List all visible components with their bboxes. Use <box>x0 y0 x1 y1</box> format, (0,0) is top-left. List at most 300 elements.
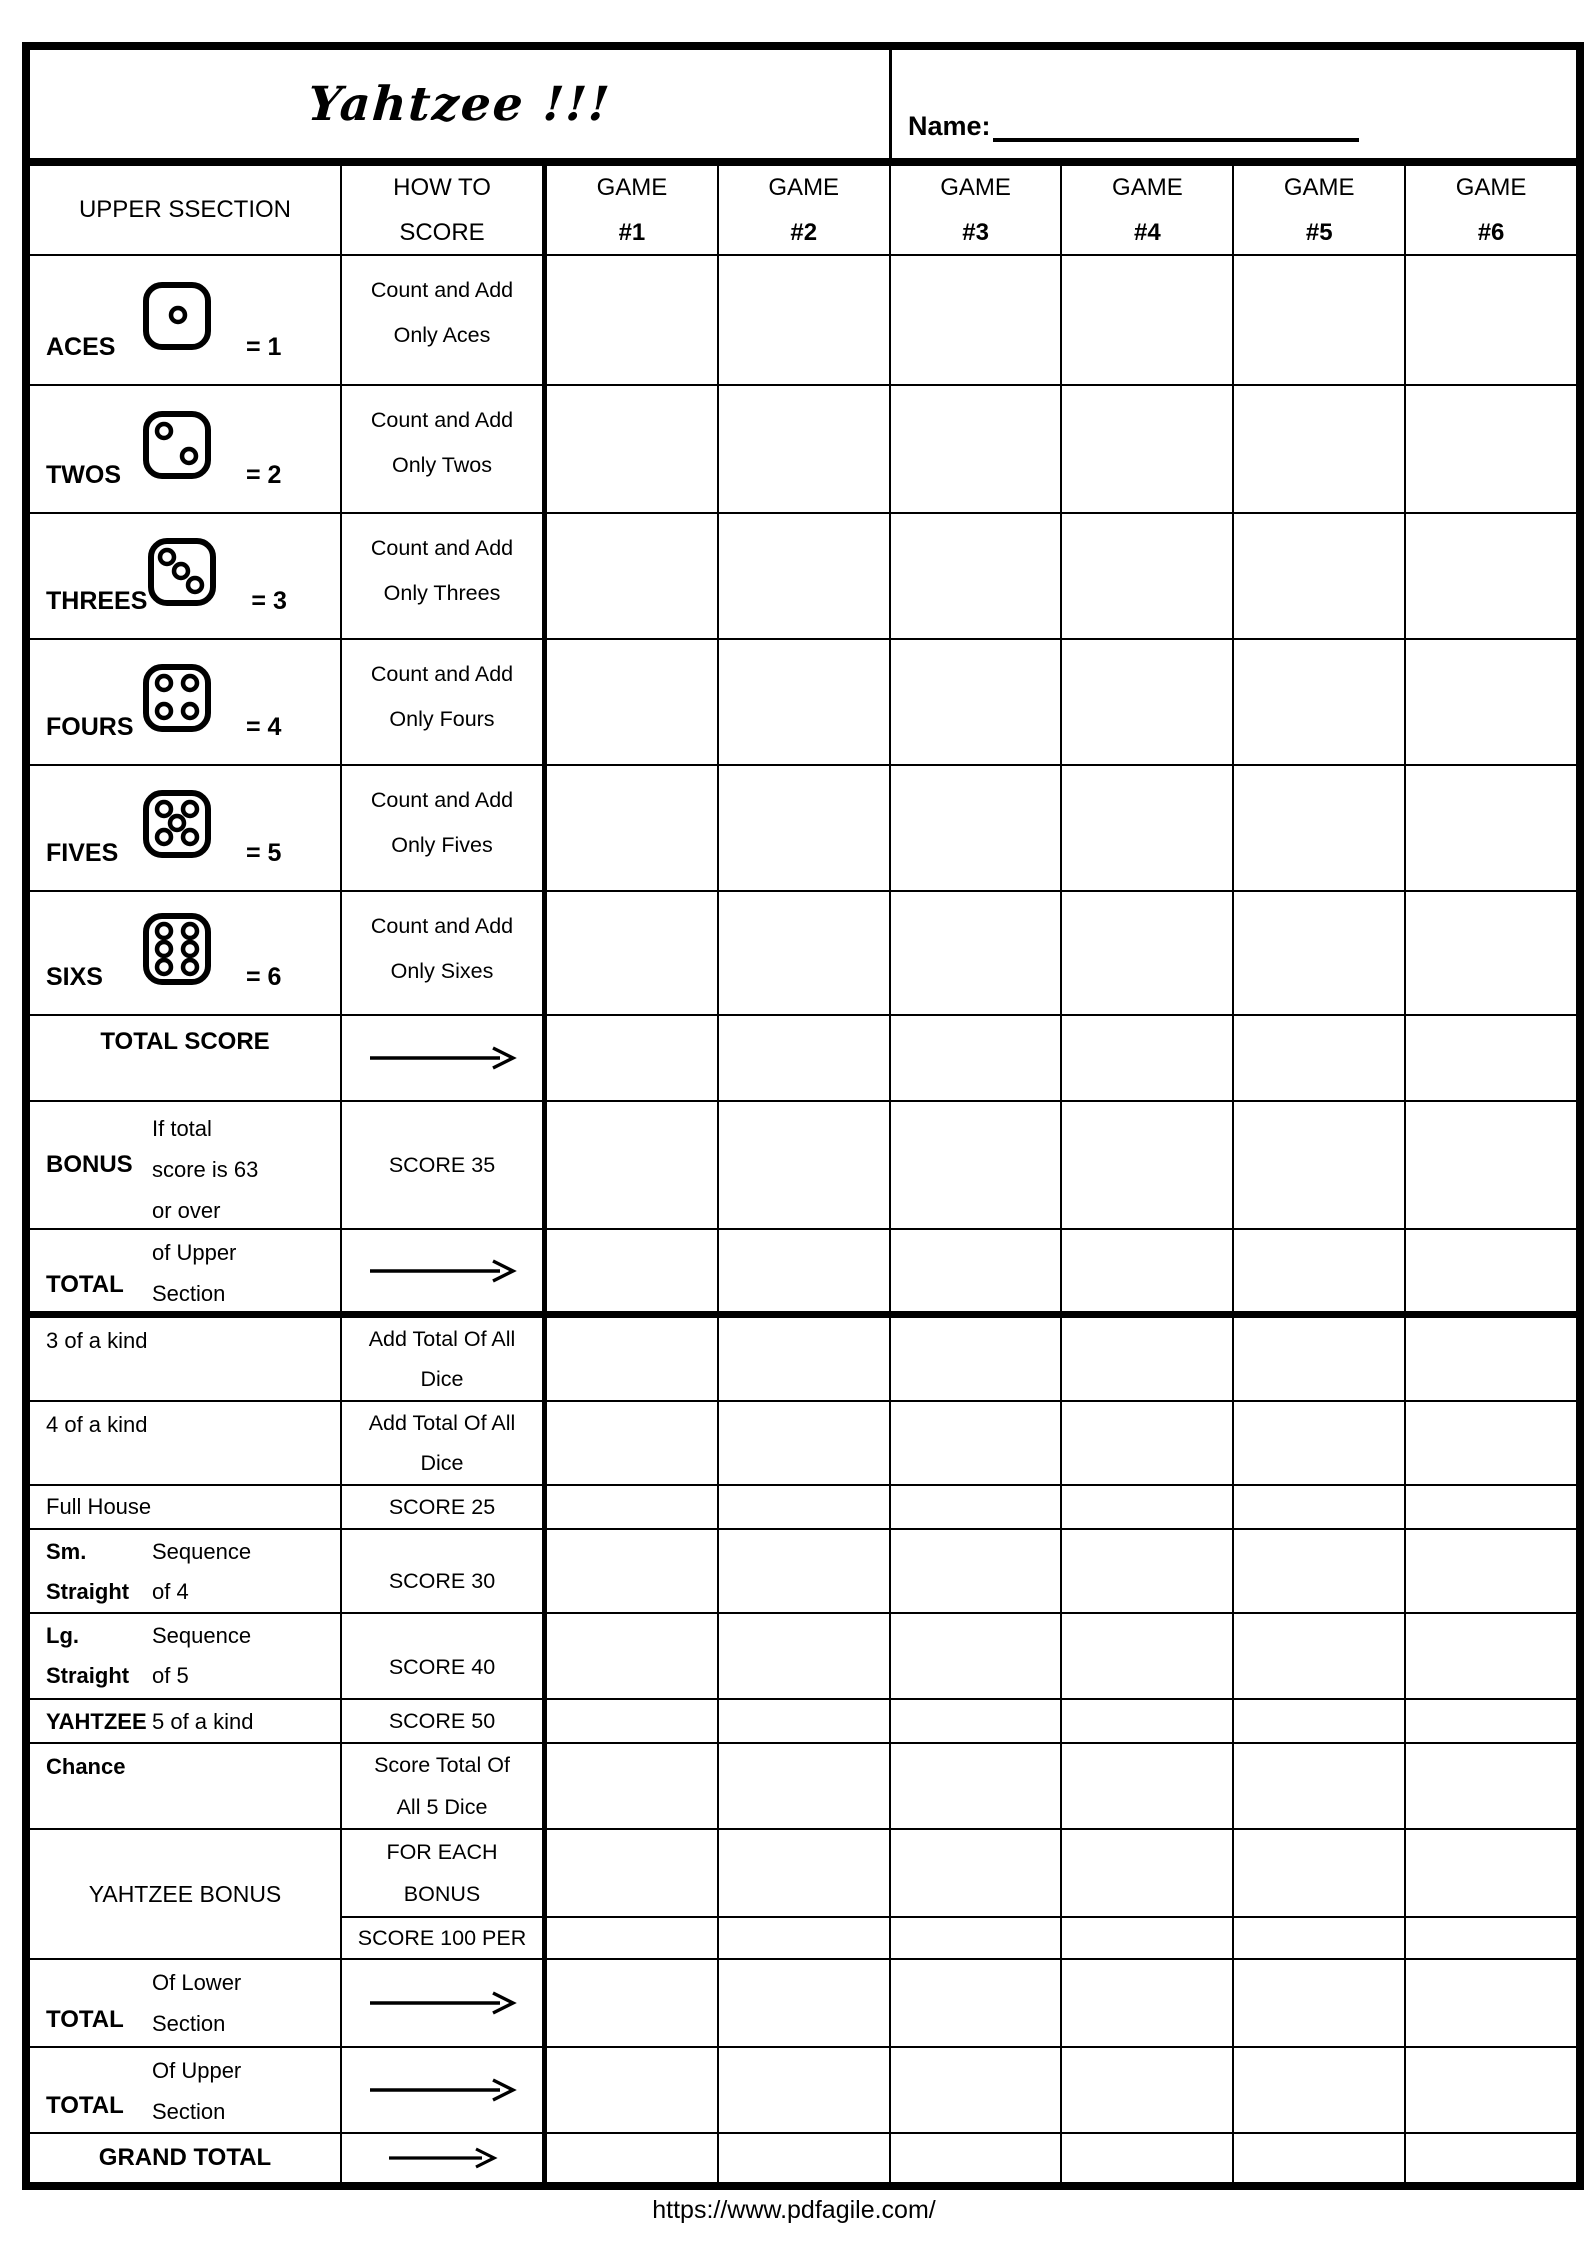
score-cell-chance[interactable] <box>547 1744 719 1828</box>
die-1-icon <box>142 281 212 351</box>
how-to-label-line1: HOW TO <box>393 174 491 201</box>
sub-line1: 5 of a kind <box>152 1709 254 1734</box>
total-upper2-sub <box>152 2050 241 2132</box>
score-cell-total-lower[interactable] <box>719 1960 891 2046</box>
game-number: #1 <box>618 219 646 246</box>
score-cell-small-straight[interactable] <box>547 1530 719 1612</box>
total-label: TOTAL <box>46 1271 124 1298</box>
total-lower-label-cell <box>30 1960 342 2046</box>
small-straight-label-cell <box>30 1530 342 1612</box>
upper-section-header <box>30 166 342 254</box>
score-cell-yahtzee-bonus-bottom[interactable] <box>547 1918 719 1958</box>
score-cell-twos[interactable] <box>719 386 891 512</box>
score-cell-sixs[interactable] <box>891 892 1063 1014</box>
score-cell-full-house[interactable] <box>1234 1486 1406 1528</box>
score-cell-fours[interactable] <box>1406 640 1576 764</box>
score-cell-four-kind[interactable] <box>1234 1402 1406 1484</box>
how-line2: Only Fives <box>391 833 493 857</box>
total-lower-sub <box>152 1962 241 2044</box>
label-line1: Lg. <box>46 1623 79 1648</box>
score-cell-fives[interactable] <box>547 766 719 890</box>
die-value-label: = 5 <box>246 839 282 867</box>
label-line1: Sm. <box>46 1539 87 1564</box>
score-cell-total-upper-2[interactable] <box>719 2048 891 2132</box>
die-value-label: = 2 <box>246 461 282 489</box>
die-4-icon <box>142 663 212 733</box>
name-input-line[interactable] <box>993 108 1359 142</box>
score-cell-total-upper-2[interactable] <box>547 2048 719 2132</box>
grand-total-label: GRAND TOTAL <box>98 2144 272 2171</box>
total-score-cell <box>30 1016 342 1100</box>
score-cell-total-score[interactable] <box>891 1016 1063 1100</box>
score-cell-sixs[interactable] <box>1234 892 1406 1014</box>
score-cell-yahtzee-bonus-bottom[interactable] <box>1406 1918 1576 1958</box>
game-number: #2 <box>790 219 818 246</box>
game-3-header <box>891 166 1063 254</box>
score-cell-three-kind[interactable] <box>719 1318 891 1400</box>
die-value-label: = 3 <box>251 587 287 615</box>
score-cell-total-lower[interactable] <box>547 1960 719 2046</box>
how-to-score-header <box>342 166 547 254</box>
score-cell-twos[interactable] <box>1062 386 1234 512</box>
score-cell-large-straight[interactable] <box>1062 1614 1234 1698</box>
score-cell-sixs[interactable] <box>719 892 891 1014</box>
score-cell-total-lower[interactable] <box>1062 1960 1234 2046</box>
sheet-title: Yahtzee !!! <box>306 76 613 132</box>
twos-label-cell <box>30 386 342 512</box>
category-label-threes: THREES <box>46 587 148 615</box>
how-line1: Count and Add <box>370 536 514 560</box>
total-upper2-arrow-cell <box>342 2048 547 2132</box>
how-to-fives <box>342 766 547 890</box>
game-word: GAME <box>768 174 840 201</box>
yahtzee-bonus-subrow-top <box>342 1830 1576 1918</box>
game-word: GAME <box>940 174 1011 201</box>
score-cell-threes[interactable] <box>547 514 719 638</box>
score-cell-threes[interactable] <box>719 514 891 638</box>
arrow-right-icon <box>367 1258 517 1284</box>
score-cell-fours[interactable] <box>1234 640 1406 764</box>
how-to-aces <box>342 256 547 384</box>
how-line1: Add Total Of All <box>368 1327 516 1351</box>
full-house-label: Full House <box>46 1494 152 1519</box>
score-cell-small-straight[interactable] <box>719 1530 891 1612</box>
how-line1: Count and Add <box>370 278 514 302</box>
arrow-right-icon <box>367 1990 517 2016</box>
grand-total-label-cell <box>30 2134 342 2182</box>
column-header-row <box>30 166 1576 256</box>
score-cell-yahtzee[interactable] <box>1062 1700 1234 1742</box>
large-straight-label <box>30 1616 152 1698</box>
how-to-threes <box>342 514 547 638</box>
score-cell-twos[interactable] <box>1406 386 1576 512</box>
score-cell-twos[interactable] <box>1234 386 1406 512</box>
total-upper-arrow-cell <box>342 1230 547 1311</box>
score-cell-bonus[interactable] <box>1234 1102 1406 1228</box>
how-line2: All 5 Dice <box>396 1795 488 1819</box>
score-cell-aces[interactable] <box>719 256 891 384</box>
full-house-label-cell <box>30 1486 342 1528</box>
sixs-label-cell <box>30 892 342 1014</box>
how-to-four-kind <box>342 1402 547 1484</box>
score-cell-four-kind[interactable] <box>547 1402 719 1484</box>
score-cell-total-score[interactable] <box>1234 1016 1406 1100</box>
yahtzee-label <box>30 1702 152 1742</box>
title-cell <box>30 50 892 158</box>
total-upper2-label-cell <box>30 2048 342 2132</box>
score-cell-small-straight[interactable] <box>891 1530 1063 1612</box>
score-cell-small-straight[interactable] <box>1234 1530 1406 1612</box>
score-cell-large-straight[interactable] <box>547 1614 719 1698</box>
how-line2: Only Threes <box>383 581 501 605</box>
chance-label: Chance <box>46 1754 126 1779</box>
score-cell-yahtzee[interactable] <box>1406 1700 1576 1742</box>
score-cell-three-kind[interactable] <box>1062 1318 1234 1400</box>
how-line1: Count and Add <box>370 408 514 432</box>
title-row <box>30 50 1576 166</box>
label-line1: YAHTZEE <box>46 1709 147 1734</box>
score-cell-total-upper[interactable] <box>547 1230 719 1311</box>
score-cell-four-kind[interactable] <box>891 1402 1063 1484</box>
score-cell-total-upper[interactable] <box>1406 1230 1576 1311</box>
score-cell-twos[interactable] <box>547 386 719 512</box>
score-cell-aces[interactable] <box>1062 256 1234 384</box>
row-total-upper-2 <box>30 2048 1576 2134</box>
game-4-header <box>1062 166 1234 254</box>
score-cell-total-upper[interactable] <box>1062 1230 1234 1311</box>
score-cell-chance[interactable] <box>1062 1744 1234 1828</box>
footer-url: https://www.pdfagile.com/ <box>652 2196 936 2224</box>
category-label-fives: FIVES <box>46 839 119 867</box>
score-cell-sixs[interactable] <box>1062 892 1234 1014</box>
row-large-straight <box>30 1614 1576 1700</box>
score-cell-full-house[interactable] <box>891 1486 1063 1528</box>
yahtzee-bonus-subrow-bottom <box>342 1918 1576 1958</box>
score-cell-total-score[interactable] <box>1062 1016 1234 1100</box>
how-to-label-line2: SCORE <box>399 219 485 246</box>
game-headers <box>547 166 1576 254</box>
row-total-upper <box>30 1230 1576 1318</box>
score-cell-threes[interactable] <box>1406 514 1576 638</box>
score-cell-full-house[interactable] <box>547 1486 719 1528</box>
total-label: TOTAL <box>46 2006 124 2033</box>
how-line1: Add Total Of All <box>368 1411 516 1435</box>
score-cell-full-house[interactable] <box>1062 1486 1234 1528</box>
score-cell-threes[interactable] <box>891 514 1063 638</box>
die-value-label: = 4 <box>246 713 282 741</box>
how-to-full-house <box>342 1486 547 1528</box>
score-cell-bonus[interactable] <box>719 1102 891 1228</box>
score-cell-bonus[interactable] <box>1062 1102 1234 1228</box>
score-cell-aces[interactable] <box>891 256 1063 384</box>
four-kind-label-cell <box>30 1402 342 1484</box>
how-to-chance <box>342 1744 547 1828</box>
sub-line2: of 5 <box>152 1663 189 1688</box>
score-cell-fours[interactable] <box>719 640 891 764</box>
how-line2: Dice <box>420 1451 464 1475</box>
how-to-sixs <box>342 892 547 1014</box>
score-cell-total-upper-2[interactable] <box>1406 2048 1576 2132</box>
total-upper2-sub-line2: Section <box>152 2099 226 2124</box>
row-full-house <box>30 1486 1576 1530</box>
how-line2: BONUS <box>403 1882 481 1906</box>
score-cell-fours[interactable] <box>1062 640 1234 764</box>
score-cell-total-upper-2[interactable] <box>1234 2048 1406 2132</box>
score-cell-grand-total[interactable] <box>1062 2134 1234 2182</box>
score-cell-fives[interactable] <box>719 766 891 890</box>
score-cell-fives[interactable] <box>1234 766 1406 890</box>
score-cell-fives[interactable] <box>1406 766 1576 890</box>
score-cell-four-kind[interactable] <box>719 1402 891 1484</box>
score-cell-sixs[interactable] <box>1406 892 1576 1014</box>
total-upper-sub-line2: Section <box>152 1281 226 1306</box>
score-cell-twos[interactable] <box>891 386 1063 512</box>
row-aces <box>30 256 1576 386</box>
score-cell-grand-total[interactable] <box>547 2134 719 2182</box>
score-cell-threes[interactable] <box>1062 514 1234 638</box>
category-label-twos: TWOS <box>46 461 121 489</box>
total-lower-sub-line1: Of Lower <box>152 1970 242 1995</box>
upper-section-label: UPPER SSECTION <box>78 196 292 223</box>
game-6-header <box>1406 166 1576 254</box>
score-cell-bonus[interactable] <box>1406 1102 1576 1228</box>
row-small-straight <box>30 1530 1576 1614</box>
score-cell-three-kind[interactable] <box>1234 1318 1406 1400</box>
total-score-label: TOTAL SCORE <box>100 1028 270 1055</box>
sub-line1: Sequence <box>152 1539 252 1564</box>
score-cell-large-straight[interactable] <box>1234 1614 1406 1698</box>
score-cell-aces[interactable] <box>1406 256 1576 384</box>
full-house-how-label: SCORE 25 <box>388 1495 496 1519</box>
die-3-icon <box>147 537 217 607</box>
sub-line2: of 4 <box>152 1579 189 1604</box>
total-score-arrow-cell <box>342 1016 547 1100</box>
row-total-lower <box>30 1960 1576 2048</box>
grand-total-arrow-cell <box>342 2134 547 2182</box>
how-line1: FOR EACH <box>386 1840 498 1864</box>
total-lower-sub-line2: Section <box>152 2011 226 2036</box>
aces-label-cell <box>30 256 342 384</box>
total-upper-sub-line1: of Upper <box>152 1240 237 1265</box>
row-bonus <box>30 1102 1576 1230</box>
score-cell-large-straight[interactable] <box>891 1614 1063 1698</box>
score-cell-aces[interactable] <box>547 256 719 384</box>
score-cell-fours[interactable] <box>891 640 1063 764</box>
large-straight-how-label: SCORE 40 <box>388 1655 496 1679</box>
score-cell-chance[interactable] <box>1406 1744 1576 1828</box>
game-word: GAME <box>596 174 668 201</box>
score-cell-yahtzee-bonus-top[interactable] <box>891 1830 1063 1916</box>
score-cell-yahtzee[interactable] <box>891 1700 1063 1742</box>
score-cell-total-lower[interactable] <box>1234 1960 1406 2046</box>
how-line2: Only Twos <box>392 453 492 477</box>
score-cell-large-straight[interactable] <box>1406 1614 1576 1698</box>
row-yahtzee <box>30 1700 1576 1744</box>
large-straight-label-cell <box>30 1614 342 1698</box>
score-cell-total-upper-2[interactable] <box>891 2048 1063 2132</box>
score-cell-full-house[interactable] <box>719 1486 891 1528</box>
score-cell-total-upper[interactable] <box>891 1230 1063 1311</box>
total-lower-arrow-cell <box>342 1960 547 2046</box>
score-cell-yahtzee-bonus-top[interactable] <box>1234 1830 1406 1916</box>
arrow-right-icon <box>386 2145 498 2171</box>
row-chance <box>30 1744 1576 1830</box>
game-1-header <box>547 166 719 254</box>
category-label-aces: ACES <box>46 333 116 361</box>
game-word: GAME <box>1112 174 1183 201</box>
four-kind-label: 4 of a kind <box>46 1412 148 1437</box>
score-cell-small-straight[interactable] <box>1406 1530 1576 1612</box>
threes-label-cell <box>30 514 342 638</box>
score-cell-yahtzee-bonus-bottom[interactable] <box>1234 1918 1406 1958</box>
arrow-right-icon <box>367 2077 517 2103</box>
yahtzee-bonus-label: YAHTZEE BONUS <box>88 1880 282 1907</box>
score-cell-large-straight[interactable] <box>719 1614 891 1698</box>
score-cell-yahtzee-bonus-top[interactable] <box>1406 1830 1576 1916</box>
die-value-label: = 1 <box>246 333 282 361</box>
bonus-how-label: SCORE 35 <box>388 1153 496 1177</box>
total-label: TOTAL <box>46 2092 124 2119</box>
three-kind-label: 3 of a kind <box>46 1328 148 1353</box>
large-straight-sub <box>152 1616 251 1698</box>
how-to-twos <box>342 386 547 512</box>
score-cell-chance[interactable] <box>891 1744 1063 1828</box>
arrow-right-icon <box>367 1045 517 1071</box>
score-cell-bonus[interactable] <box>891 1102 1063 1228</box>
score-cell-fours[interactable] <box>547 640 719 764</box>
small-straight-label <box>30 1532 152 1612</box>
row-twos <box>30 386 1576 514</box>
name-label: Name: <box>908 111 991 141</box>
row-threes <box>30 514 1576 640</box>
score-cell-total-upper[interactable] <box>1234 1230 1406 1311</box>
die-5-icon <box>142 789 212 859</box>
total-upper-sub <box>152 1232 236 1314</box>
category-label-sixs: SIXS <box>46 963 103 991</box>
score-cell-grand-total[interactable] <box>891 2134 1063 2182</box>
yahtzee-sub <box>152 1702 254 1742</box>
score-cell-total-upper-2[interactable] <box>1062 2048 1234 2132</box>
score-cell-three-kind[interactable] <box>547 1318 719 1400</box>
die-2-icon <box>142 410 212 480</box>
bonus-label: BONUS <box>46 1151 133 1178</box>
total-upper2-sub-line1: Of Upper <box>152 2058 242 2083</box>
score-cell-yahtzee-bonus-top[interactable] <box>1062 1830 1234 1916</box>
how-to-large-straight <box>342 1614 547 1698</box>
small-straight-sub <box>152 1532 251 1612</box>
score-cell-total-score[interactable] <box>1406 1016 1576 1100</box>
score-cell-yahtzee-bonus-bottom[interactable] <box>891 1918 1063 1958</box>
bonus-condition <box>152 1108 258 1231</box>
fours-label-cell <box>30 640 342 764</box>
game-word: GAME <box>1455 174 1527 201</box>
three-kind-label-cell <box>30 1318 342 1400</box>
label-line2: Straight <box>46 1579 130 1604</box>
score-cell-total-lower[interactable] <box>891 1960 1063 2046</box>
score-cell-threes[interactable] <box>1234 514 1406 638</box>
score-cell-yahtzee-bonus-top[interactable] <box>547 1830 719 1916</box>
score-cell-yahtzee[interactable] <box>547 1700 719 1742</box>
yahtzee-how-label: SCORE 50 <box>388 1709 496 1733</box>
score-cell-yahtzee-bonus-bottom[interactable] <box>1062 1918 1234 1958</box>
label-line2: Straight <box>46 1663 130 1688</box>
bonus-label-cell <box>30 1102 342 1228</box>
game-2-header <box>719 166 891 254</box>
score-cell-yahtzee[interactable] <box>719 1700 891 1742</box>
row-four-of-a-kind <box>30 1402 1576 1486</box>
yahtzee-score-sheet <box>22 42 1584 2190</box>
yahtzee-bonus-right <box>342 1830 1576 1958</box>
score-cell-three-kind[interactable] <box>1406 1318 1576 1400</box>
bonus-condition-line1: If total <box>152 1116 212 1141</box>
die-6-icon <box>142 912 212 986</box>
how-line2: Only Aces <box>393 323 491 347</box>
score-cell-chance[interactable] <box>1234 1744 1406 1828</box>
how-to-three-kind <box>342 1318 547 1400</box>
score-cell-yahtzee-bonus-top[interactable] <box>719 1830 891 1916</box>
row-total-score <box>30 1016 1576 1102</box>
yahtzee-bonus-label-cell <box>30 1830 342 1958</box>
score-cell-total-upper[interactable] <box>719 1230 891 1311</box>
yahtzee-bonus-per-label: SCORE 100 PER <box>357 1926 527 1950</box>
row-three-of-a-kind <box>30 1318 1576 1402</box>
small-straight-how-label: SCORE 30 <box>388 1569 496 1593</box>
score-cell-full-house[interactable] <box>1406 1486 1576 1528</box>
score-cell-four-kind[interactable] <box>1406 1402 1576 1484</box>
sub-line1: Sequence <box>152 1623 252 1648</box>
score-cell-grand-total[interactable] <box>719 2134 891 2182</box>
how-line1: Count and Add <box>370 662 514 686</box>
how-line1: Count and Add <box>370 788 514 812</box>
how-line1: Count and Add <box>370 914 514 938</box>
score-cell-fives[interactable] <box>1062 766 1234 890</box>
score-cell-three-kind[interactable] <box>891 1318 1063 1400</box>
score-cell-total-lower[interactable] <box>1406 1960 1576 2046</box>
bonus-condition-line2: score is 63 <box>152 1157 259 1182</box>
score-cell-aces[interactable] <box>1234 256 1406 384</box>
score-cell-four-kind[interactable] <box>1062 1402 1234 1484</box>
row-grand-total <box>30 2134 1576 2182</box>
score-cell-grand-total[interactable] <box>1406 2134 1576 2182</box>
how-line2: Only Sixes <box>390 959 494 983</box>
game-5-header <box>1234 166 1406 254</box>
game-number: #6 <box>1477 219 1505 246</box>
how-to-yahtzee-bonus-bottom <box>342 1918 547 1958</box>
how-to-small-straight <box>342 1530 547 1612</box>
how-to-yahtzee-bonus-top <box>342 1830 547 1916</box>
score-cell-chance[interactable] <box>719 1744 891 1828</box>
score-cell-yahtzee-bonus-bottom[interactable] <box>719 1918 891 1958</box>
row-yahtzee-bonus <box>30 1830 1576 1960</box>
score-cell-small-straight[interactable] <box>1062 1530 1234 1612</box>
fives-label-cell <box>30 766 342 890</box>
score-cell-sixs[interactable] <box>547 892 719 1014</box>
row-fives <box>30 766 1576 892</box>
bonus-condition-line3: or over <box>152 1198 221 1223</box>
score-cell-bonus[interactable] <box>547 1102 719 1228</box>
score-cell-total-score[interactable] <box>547 1016 719 1100</box>
how-line1: Score Total Of <box>374 1753 510 1777</box>
score-cell-fives[interactable] <box>891 766 1063 890</box>
how-to-bonus <box>342 1102 547 1228</box>
how-to-fours <box>342 640 547 764</box>
chance-label-cell <box>30 1744 342 1828</box>
name-field <box>892 50 1576 158</box>
score-cell-grand-total[interactable] <box>1234 2134 1406 2182</box>
total-upper-label-cell <box>30 1230 342 1311</box>
score-cell-yahtzee[interactable] <box>1234 1700 1406 1742</box>
score-cell-total-score[interactable] <box>719 1016 891 1100</box>
